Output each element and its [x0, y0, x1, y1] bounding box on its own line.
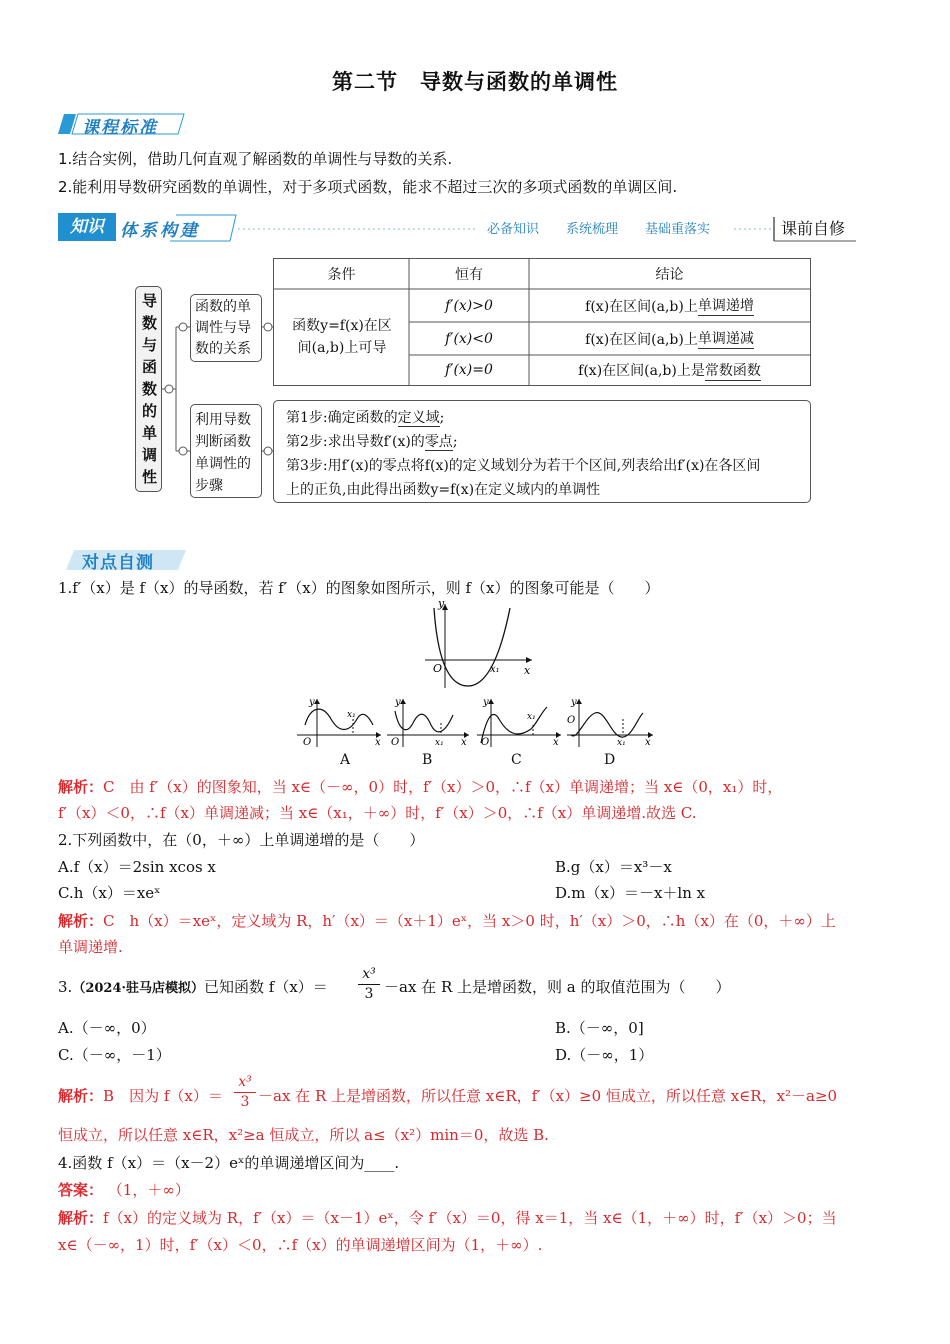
step-3: 第3步:用f′(x)的零点将f(x)的定义域划分为若干个区间,列表给出f′(x)在各区间 — [286, 458, 761, 474]
q1-graph-o: O — [433, 662, 443, 675]
q3-option-b: B.（－∞，0] — [555, 1019, 644, 1037]
mindmap-root — [135, 286, 162, 492]
q1-option-graph-a — [297, 697, 381, 748]
q3-option-d: D.（－∞，1） — [555, 1046, 654, 1064]
mindmap-root-label: 导数与函数的单调性 — [140, 293, 158, 491]
table-hen-3: f′(x)=0 — [445, 362, 493, 378]
mindmap-branch-2-label: 利用导数判断函数单调性的步骤 — [195, 412, 251, 494]
svg-text:O: O — [391, 737, 400, 748]
q2-stem: 2.下列函数中，在（0，＋∞）上单调递增的是（ ） — [58, 831, 425, 849]
q1-stem: 1.f′（x）是 f（x）的导函数，若 f′（x）的图象如图所示，则 f（x）的图象可能是（ ） — [58, 579, 660, 597]
knowledge-right: 课前自修 — [781, 219, 846, 238]
standard-2: 2.能利用导数研究函数的单调性，对于多项式函数，能求不超过三次的多项式函数的单调区间. — [58, 178, 678, 196]
q3-option-c: C.（－∞，－1） — [58, 1046, 171, 1064]
mindmap-branch-1 — [190, 294, 262, 362]
mindmap-branch-2 — [190, 404, 262, 498]
svg-text:y: y — [309, 697, 315, 708]
svg-text:y: y — [395, 697, 401, 708]
step-2: 第2步:求出导数f′(x)的零点; — [286, 434, 458, 450]
q4-stem: 4.函数 f（x）＝（x－2）eˣ的单调递增区间为____. — [58, 1154, 400, 1172]
q3-analysis-fraction: x³ 3 — [234, 1073, 256, 1112]
q3-fraction: x³ 3 — [358, 965, 380, 1004]
q1-derivative-graph — [420, 598, 540, 690]
table-condition: 函数y=f(x)在区间(a,b)上可导 — [292, 318, 392, 356]
standard-1: 1.结合实例，借助几何直观了解函数的单调性与导数的关系. — [58, 150, 453, 168]
q2-option-c: C.h（x）＝xeˣ — [58, 884, 161, 902]
q1-option-d: D — [604, 752, 616, 768]
mindmap-steps — [273, 400, 811, 503]
svg-text:x: x — [375, 737, 381, 748]
svg-text:x: x — [645, 737, 651, 748]
svg-text:y: y — [483, 697, 489, 708]
svg-text:x₁: x₁ — [527, 712, 536, 722]
q1-analysis-2: f′（x）＜0，∴f（x）单调递减；当 x∈（x₁，＋∞）时，f′（x）＞0，∴f（x）单调递增.故选 C. — [58, 804, 697, 822]
knowledge-banner-decor — [58, 213, 858, 243]
table-header-hen: 恒有 — [455, 267, 483, 283]
q2-option-d: D.m（x）＝－x＋ln x — [555, 884, 706, 902]
q3-stem-post: －ax 在 R 上是增函数，则 a 的取值范围为（ ） — [384, 978, 731, 996]
q4-answer: 答案： （1，＋∞） — [58, 1181, 190, 1199]
q3-analysis-post: －ax 在 R 上是增函数，所以任意 x∈R，f′（x）≥0 恒成立，所以任意 x∈R，x²－a≥0 — [258, 1087, 838, 1105]
svg-text:x₁: x₁ — [435, 738, 444, 748]
q1-analysis-1: 解析：C 由 f′（x）的图象知，当 x∈（－∞，0）时，f′（x）＞0，∴f（x）单调递增；当 x∈（0，x₁）时， — [58, 778, 783, 796]
q1-option-b: B — [422, 752, 433, 768]
step-1: 第1步:确定函数的定义域; — [286, 410, 445, 426]
table-result-2: f(x)在区间(a,b)上 单调递减 — [529, 322, 810, 355]
svg-text:y: y — [571, 697, 577, 708]
knowledge-link-2: 系统梳理 — [566, 222, 619, 237]
section-knowledge-b: 体系构建 — [120, 221, 200, 241]
svg-text:x: x — [553, 737, 559, 748]
svg-text:x₁: x₁ — [617, 738, 626, 748]
table-result-3: f(x)在区间(a,b)上是 常数函数 — [529, 355, 810, 385]
q1-option-graph-c — [477, 697, 561, 748]
q3-option-a: A.（－∞，0） — [58, 1019, 156, 1037]
mindmap-branch-1-label: 函数的单调性与导数的关系 — [195, 299, 251, 357]
q2-analysis-1: 解析：C h（x）＝xeˣ，定义域为 R，h′（x）＝（x＋1）eˣ，当 x＞0 时，h′（x）＞0，∴h（x）在（0，＋∞）上 — [58, 912, 836, 930]
q3-analysis-1: 解析：B 因为 f（x）＝ — [58, 1087, 223, 1105]
q2-option-b: B.g（x）＝x³－x — [555, 858, 672, 876]
svg-text:O: O — [303, 737, 312, 748]
svg-text:x₁: x₁ — [347, 710, 356, 720]
q1-graph-x: x — [524, 664, 531, 677]
q1-graph-x1: x₁ — [490, 664, 500, 675]
q1-option-c: C — [511, 752, 522, 768]
table-hen-2: f′(x)<0 — [445, 330, 493, 347]
svg-text:O: O — [567, 715, 576, 726]
knowledge-link-3: 基础重落实 — [645, 222, 711, 237]
q2-analysis-2: 单调递增. — [58, 938, 123, 956]
table-result-1: f(x)在区间(a,b)上 单调递增 — [529, 289, 810, 322]
page-title: 第二节 导数与函数的单调性 — [332, 70, 618, 94]
q1-option-graph-b — [387, 697, 469, 748]
q3-analysis-2: 恒成立，所以任意 x∈R，x²≥a 恒成立，所以 a≤（x²）min＝0，故选 B. — [58, 1126, 549, 1144]
svg-text:x: x — [461, 737, 467, 748]
q1-graph-y: y — [438, 598, 445, 610]
mindmap-table — [273, 258, 811, 386]
section-selftest: 对点自测 — [82, 553, 154, 573]
table-hen-1: f′(x)>0 — [445, 297, 493, 314]
section-knowledge-a: 知识 — [58, 213, 116, 241]
q2-option-a: A.f（x）＝2sin xcos x — [58, 858, 216, 876]
q1-option-a: A — [340, 752, 351, 768]
q4-analysis-1: 解析：f（x）的定义域为 R，f′（x）＝（x－1）eˣ，令 f′（x）＝0，得 x＝1，当 x∈（1，＋∞）时，f′（x）＞0；当 — [58, 1209, 837, 1227]
q1-option-graph-d — [567, 697, 653, 748]
svg-text:O: O — [481, 737, 490, 748]
q3-stem: 3.（2024·驻马店模拟）已知函数 f（x）＝ — [58, 978, 328, 996]
table-header-result: 结论 — [655, 267, 684, 283]
q4-analysis-2: x∈（－∞，1）时，f′（x）＜0，∴f（x）的单调递增区间为（1，＋∞）. — [58, 1236, 543, 1254]
section-standard: 课程标准 — [82, 118, 158, 138]
step-3b: 上的正负,由此得出函数y=f(x)在定义域内的单调性 — [286, 482, 601, 498]
table-header-condition: 条件 — [327, 267, 356, 283]
knowledge-link-1: 必备知识 — [487, 222, 540, 237]
